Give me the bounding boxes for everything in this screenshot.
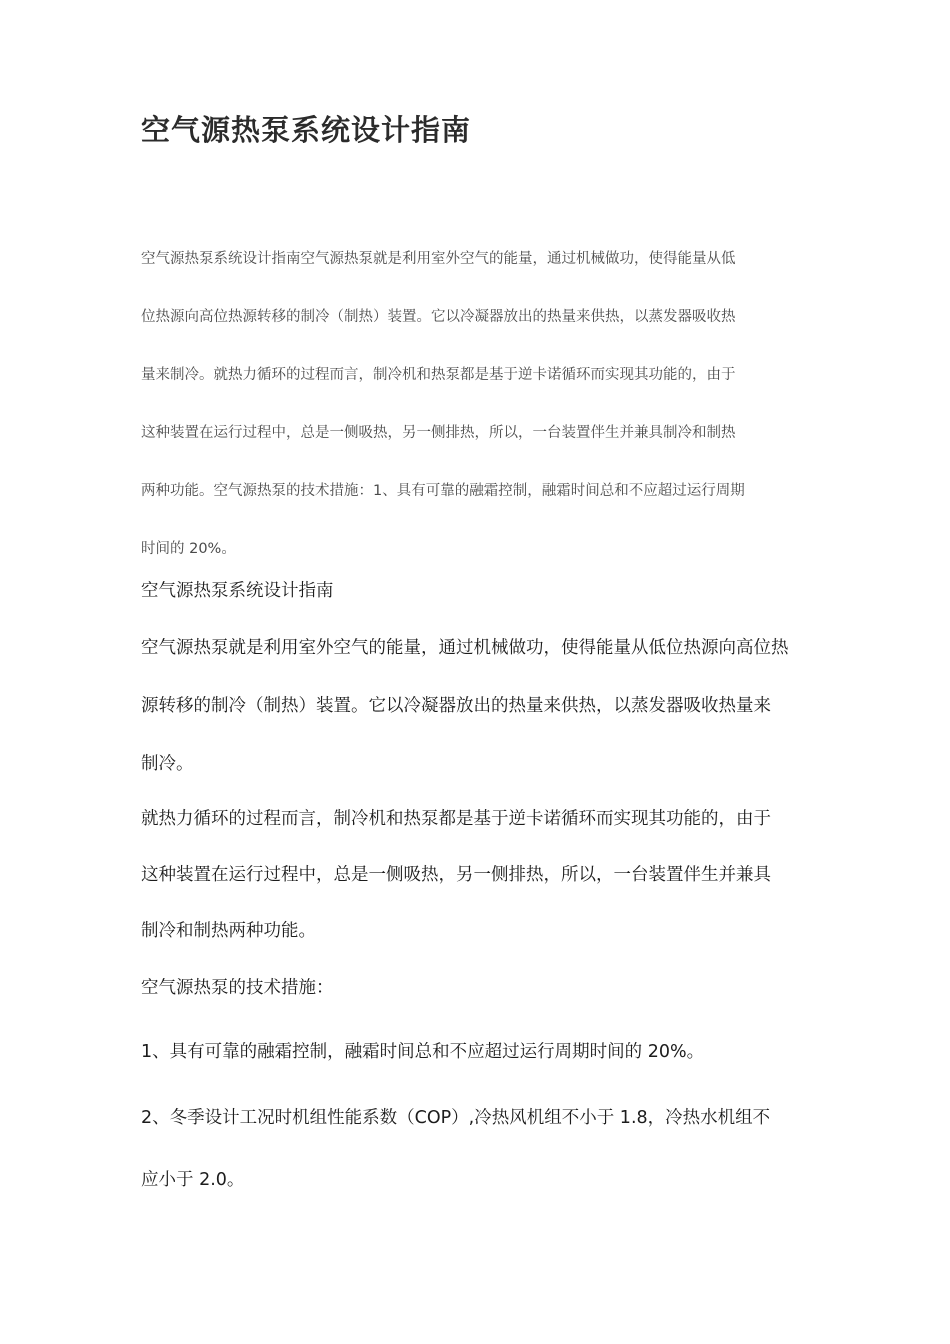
summary-line: 空气源热泵系统设计指南空气源热泵就是利用室外空气的能量，通过机械做功，使得能量从低 [141,251,736,267]
summary-line: 时间的 20%。 [141,541,236,557]
measure-text: 应小于 2.0。 [141,1170,245,1190]
summary-line: 量来制冷。就热力循环的过程而言，制冷机和热泵都是基于逆卡诺循环而实现其功能的，由于 [141,367,736,383]
subheading-text: 空气源热泵系统设计指南 [141,581,334,601]
measures-heading [141,967,821,1009]
section-subheading [141,572,821,610]
paragraph-line: 制冷和制热两种功能。 [141,921,316,941]
paragraph-line: 源转移的制冷（制热）装置。它以冷凝器放出的热量来供热，以蒸发器吸收热量来 [141,696,771,716]
paragraph-line: 就热力循环的过程而言，制冷机和热泵都是基于逆卡诺循环而实现其功能的，由于 [141,809,771,829]
summary-line: 这种装置在运行过程中，总是一侧吸热，另一侧排热，所以，一台装置伴生并兼具制冷和制热 [141,425,736,441]
measures-heading-text: 空气源热泵的技术措施： [141,978,334,998]
paragraph-thermodynamics [141,797,821,965]
document-title: 空气源热泵系统设计指南 [141,113,472,147]
paragraph-line: 制冷。 [141,754,194,774]
paragraph-line: 空气源热泵就是利用室外空气的能量，通过机械做功，使得能量从低位热源向高位热 [141,638,789,658]
measure-item-1 [141,1031,821,1073]
summary-line: 两种功能。空气源热泵的技术措施：1、具有可靠的融霜控制，融霜时间总和不应超过运行周期 [141,483,745,499]
measure-text: 2、冬季设计工况时机组性能系数（COP）,冷热风机组不小于 1.8，冷热水机组不 [141,1108,771,1128]
measure-text: 1、具有可靠的融霜控制，融霜时间总和不应超过运行周期时间的 20%。 [141,1042,705,1062]
paragraph-definition [141,626,821,800]
paragraph-line: 这种装置在运行过程中，总是一侧吸热，另一侧排热，所以，一台装置伴生并兼具 [141,865,771,885]
measure-item-2 [141,1096,821,1220]
summary-line: 位热源向高位热源转移的制冷（制热）装置。它以冷凝器放出的热量来供热，以蒸发器吸收热 [141,309,736,325]
summary-paragraph [141,230,821,578]
